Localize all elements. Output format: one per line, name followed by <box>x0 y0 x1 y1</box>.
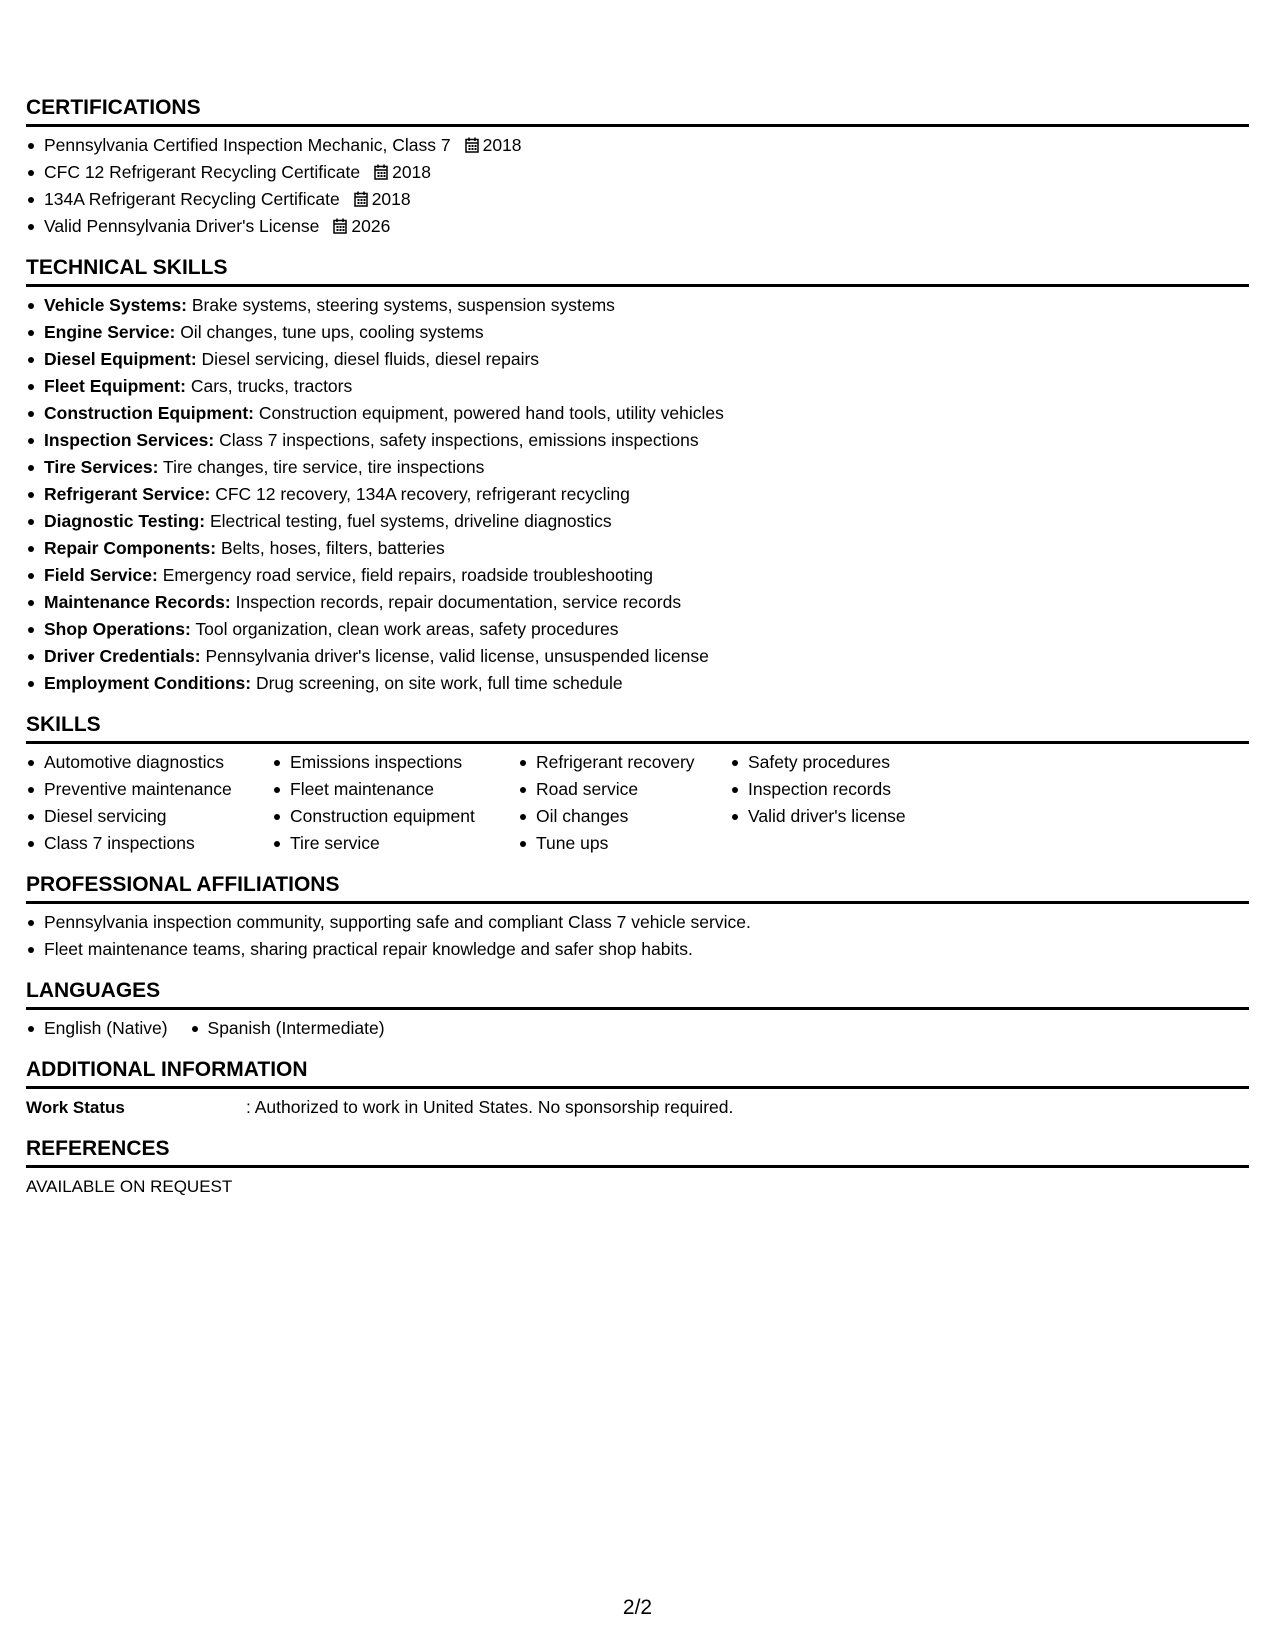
affiliation-item: Fleet maintenance teams, sharing practical repair knowledge and safer shop habits. <box>26 936 1249 963</box>
certification-item: Valid Pennsylvania Driver's License 2026 <box>26 213 1249 240</box>
skill-item: Construction equipment <box>272 803 518 830</box>
languages-row <box>26 1015 1249 1042</box>
skill-item: Automotive diagnostics <box>26 749 272 776</box>
page-number: 2/2 <box>622 1596 653 1619</box>
section-title-languages: LANGUAGES <box>26 979 1249 1010</box>
certification-year: 2026 <box>351 216 391 236</box>
section-title-skills: SKILLS <box>26 713 1249 744</box>
technical-skill-item: Employment Conditions: Drug screening, on site work, full time schedule <box>26 670 1249 697</box>
work-status-label: Work Status <box>26 1098 125 1117</box>
technical-skill-item: Inspection Services: Class 7 inspections, safety inspections, emissions inspections <box>26 427 1249 454</box>
work-status-row <box>26 1094 1249 1121</box>
skill-item: Oil changes <box>518 803 730 830</box>
certifications-section <box>26 96 1249 240</box>
skill-item: Preventive maintenance <box>26 776 272 803</box>
skill-item: Tune ups <box>518 830 730 857</box>
skill-item: Road service <box>518 776 730 803</box>
skills-column <box>272 749 518 857</box>
calendar-icon <box>354 191 368 207</box>
section-title-affiliations: PROFESSIONAL AFFILIATIONS <box>26 873 1249 904</box>
skill-item: Inspection records <box>730 776 970 803</box>
technical-skill-item: Driver Credentials: Pennsylvania driver's license, valid license, unsuspended license <box>26 643 1249 670</box>
certifications-list <box>26 132 1249 240</box>
calendar-icon <box>465 137 479 153</box>
skill-item: Diesel servicing <box>26 803 272 830</box>
resume-page <box>26 96 1249 1200</box>
language-item: Spanish (Intermediate) <box>190 1015 385 1042</box>
skills-column <box>26 749 272 857</box>
languages-list <box>190 1015 407 1042</box>
languages-section <box>26 979 1249 1042</box>
technical-skill-item: Shop Operations: Tool organization, clean work areas, safety procedures <box>26 616 1249 643</box>
technical-skills-section <box>26 256 1249 697</box>
affiliations-section <box>26 873 1249 963</box>
technical-skill-item: Construction Equipment: Construction equipment, powered hand tools, utility vehicles <box>26 400 1249 427</box>
technical-skill-item: Maintenance Records: Inspection records, repair documentation, service records <box>26 589 1249 616</box>
technical-skill-item: Diagnostic Testing: Electrical testing, fuel systems, driveline diagnostics <box>26 508 1249 535</box>
technical-skill-item: Repair Components: Belts, hoses, filters, batteries <box>26 535 1249 562</box>
references-text: AVAILABLE ON REQUEST <box>26 1177 233 1196</box>
section-title-certifications: CERTIFICATIONS <box>26 96 1249 127</box>
skill-item: Valid driver's license <box>730 803 970 830</box>
skills-grid <box>26 749 1249 857</box>
skill-item: Safety procedures <box>730 749 970 776</box>
technical-skill-item: Vehicle Systems: Brake systems, steering systems, suspension systems <box>26 292 1249 319</box>
affiliation-item: Pennsylvania inspection community, supporting safe and compliant Class 7 vehicle service. <box>26 909 1249 936</box>
certification-item: Pennsylvania Certified Inspection Mechanic, Class 7 2018 <box>26 132 1249 159</box>
technical-skill-item: Tire Services: Tire changes, tire service, tire inspections <box>26 454 1249 481</box>
technical-skill-item: Fleet Equipment: Cars, trucks, tractors <box>26 373 1249 400</box>
section-title-additional-info: ADDITIONAL INFORMATION <box>26 1058 1249 1089</box>
affiliations-list <box>26 909 1249 963</box>
certification-year: 2018 <box>371 189 411 209</box>
skills-column <box>730 749 970 857</box>
skill-item: Tire service <box>272 830 518 857</box>
calendar-icon <box>374 164 388 180</box>
skill-item: Emissions inspections <box>272 749 518 776</box>
technical-skill-item: Refrigerant Service: CFC 12 recovery, 134A recovery, refrigerant recycling <box>26 481 1249 508</box>
skill-item: Class 7 inspections <box>26 830 272 857</box>
additional-info-section <box>26 1058 1249 1121</box>
technical-skill-item: Diesel Equipment: Diesel servicing, diesel fluids, diesel repairs <box>26 346 1249 373</box>
certification-year: 2018 <box>482 135 522 155</box>
skills-column <box>518 749 730 857</box>
section-title-references: REFERENCES <box>26 1137 1249 1168</box>
technical-skills-list <box>26 292 1249 697</box>
skills-section <box>26 713 1249 857</box>
section-title-technical-skills: TECHNICAL SKILLS <box>26 256 1249 287</box>
certification-item: CFC 12 Refrigerant Recycling Certificate 2018 <box>26 159 1249 186</box>
skill-item: Fleet maintenance <box>272 776 518 803</box>
certification-item: 134A Refrigerant Recycling Certificate 2018 <box>26 186 1249 213</box>
references-section <box>26 1137 1249 1200</box>
calendar-icon <box>333 218 347 234</box>
skill-item: Refrigerant recovery <box>518 749 730 776</box>
certification-year: 2018 <box>392 162 432 182</box>
languages-list <box>26 1015 190 1042</box>
technical-skill-item: Engine Service: Oil changes, tune ups, cooling systems <box>26 319 1249 346</box>
technical-skill-item: Field Service: Emergency road service, field repairs, roadside troubleshooting <box>26 562 1249 589</box>
work-status-value: : Authorized to work in United States. No sponsorship required. <box>246 1097 734 1117</box>
language-item: English (Native) <box>26 1015 168 1042</box>
